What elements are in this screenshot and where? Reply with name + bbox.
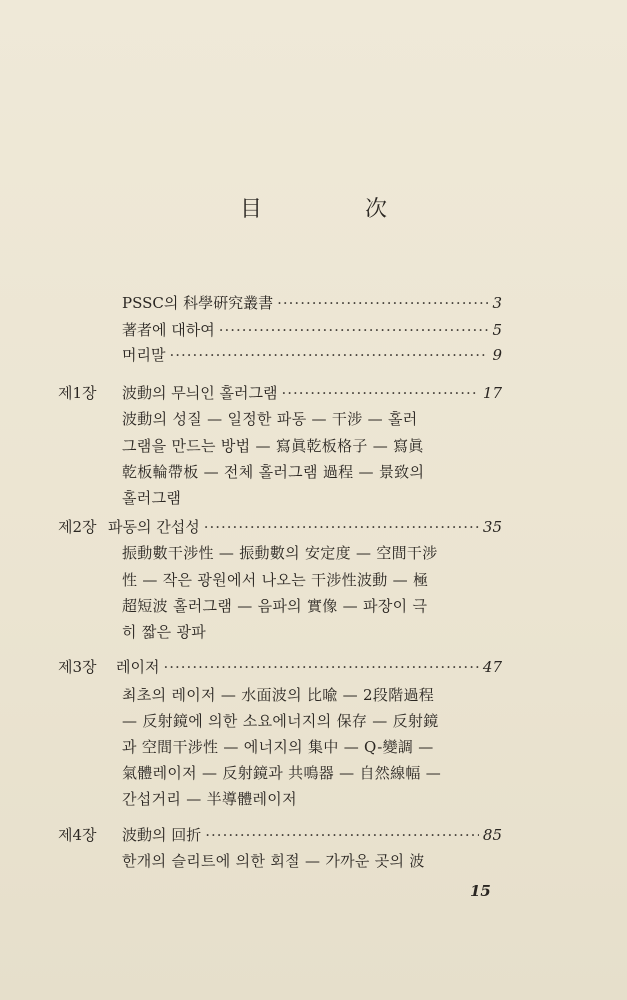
chapter-4-topics-line: 한개의 슬리트에 의한 회절 — 가까운 곳의 波 (122, 852, 425, 870)
chapter-3-number: 제3장 (58, 658, 97, 676)
chapter-2-topics-line: 振動數干涉性 — 振動數의 安定度 — 空間干涉 (122, 544, 438, 562)
toc-entry-label: 著者에 대하여 (122, 321, 215, 339)
leader-dots (219, 321, 489, 339)
page-number: 15 (470, 882, 491, 900)
chapter-1-topics-line: 그램을 만드는 방법 — 寫眞乾板格子 — 寫眞 (122, 437, 424, 455)
chapter-title: 波動의 回折 (122, 826, 202, 844)
chapter-3-topics-line: 과 空間干涉性 — 에너지의 集中 — Q-變調 — (122, 738, 434, 756)
toc-entry-label: PSSC의 科學硏究叢書 (122, 294, 274, 312)
chapter-4-number: 제4장 (58, 826, 97, 844)
toc-entry-label: 머리말 (122, 346, 166, 364)
chapter-page: 35 (482, 518, 502, 536)
toc-entry-preface (122, 344, 502, 365)
chapter-1-number: 제1장 (58, 384, 97, 402)
chapter-3-topics-line: 간섭거리 — 半導體레이저 (122, 790, 297, 808)
chapter-2-topics-line: 히 짧은 광파 (122, 623, 207, 641)
chapter-3-entry (116, 656, 502, 677)
leader-dots (205, 826, 479, 844)
chapter-2-topics-line: 超短波 홀러그램 — 음파의 實像 — 파장이 극 (122, 597, 428, 615)
chapter-2-number: 제2장 (58, 518, 97, 536)
toc-entry-pssc (122, 292, 502, 313)
page-title: 目 次 (240, 197, 435, 222)
toc-entry-page: 3 (492, 294, 502, 312)
leader-dots (163, 658, 478, 676)
chapter-title: 파동의 간섭성 (108, 518, 200, 536)
toc-entry-author (122, 319, 502, 340)
chapter-3-topics-line: 최초의 레이저 — 水面波의 比喩 — 2段階過程 (122, 686, 435, 704)
chapter-3-topics-line: 氣體레이저 — 反射鏡과 共鳴器 — 自然線幅 — (122, 764, 442, 782)
leader-dots (281, 384, 478, 402)
leader-dots (204, 518, 479, 536)
chapter-1-topics-line: 波動의 성질 — 일정한 파동 — 干涉 — 홀러 (122, 410, 418, 428)
chapter-4-entry (122, 824, 502, 845)
toc-entry-page: 9 (492, 346, 502, 364)
leader-dots (169, 346, 488, 364)
chapter-1-topics-line: 홀러그램 (122, 489, 182, 507)
chapter-page: 47 (482, 658, 502, 676)
chapter-2-entry (108, 516, 502, 537)
chapter-title: 레이저 (116, 658, 160, 676)
chapter-1-entry (122, 382, 502, 403)
toc-entry-page: 5 (492, 321, 502, 339)
chapter-page: 85 (482, 826, 502, 844)
chapter-3-topics-line: — 反射鏡에 의한 소요에너지의 保存 — 反射鏡 (122, 712, 439, 730)
chapter-title: 波動의 무늬인 홀러그램 (122, 384, 278, 402)
chapter-1-topics-line: 乾板輪帶板 — 전체 홀러그램 過程 — 景致의 (122, 463, 425, 481)
chapter-page: 17 (482, 384, 502, 402)
leader-dots (277, 294, 488, 312)
chapter-2-topics-line: 性 — 작은 광원에서 나오는 干涉性波動 — 極 (122, 571, 429, 589)
